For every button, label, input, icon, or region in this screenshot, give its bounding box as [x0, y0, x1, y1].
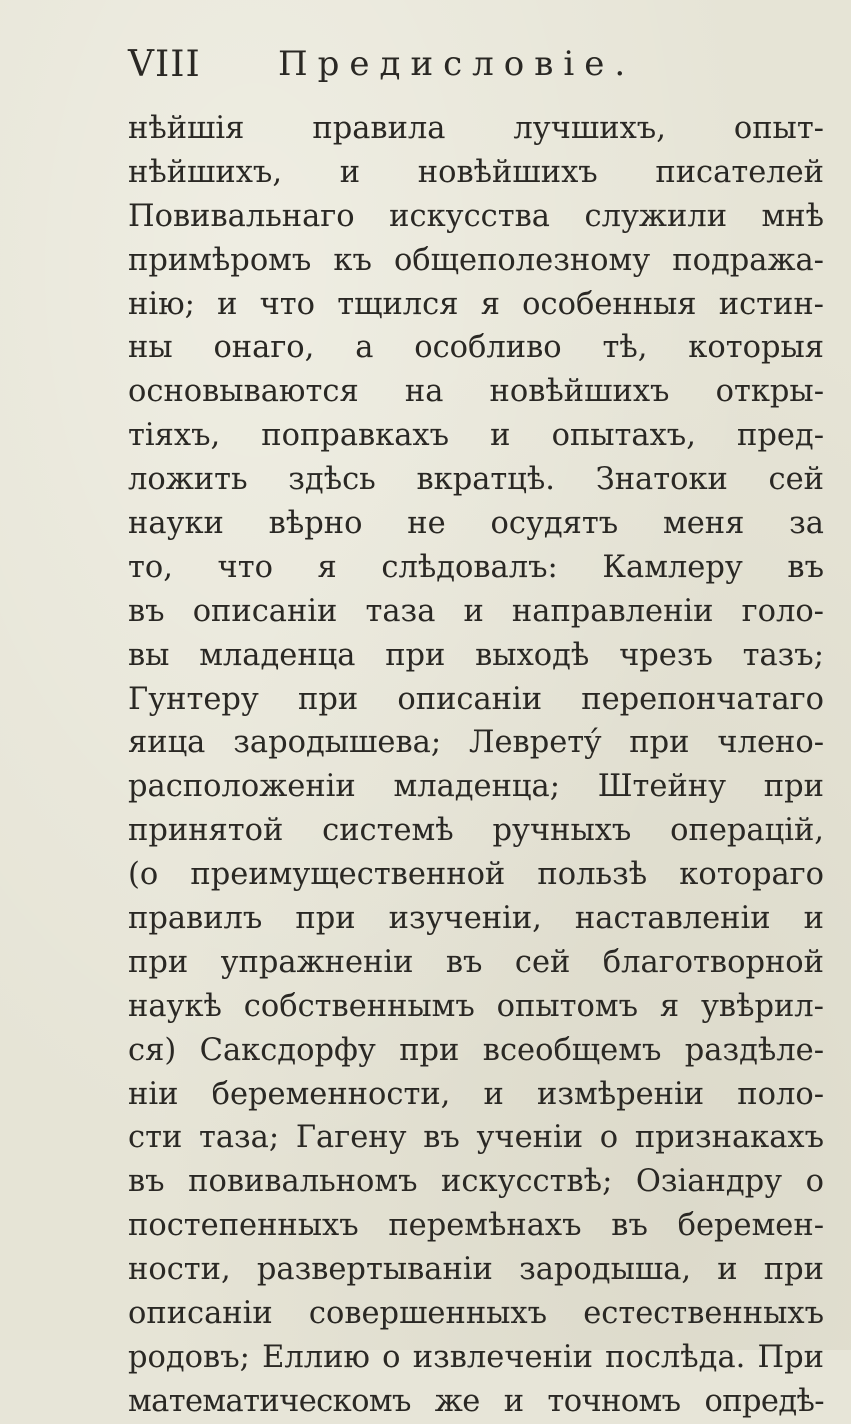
text-line: въ повивальномъ искусствѣ; Озіандру о: [128, 1164, 824, 1200]
text-line: правилъ при изученіи, наставленіи и: [128, 901, 824, 937]
text-line: родовъ; Еллию о извлеченіи послѣда. При: [128, 1339, 824, 1375]
text-line: ся) Саксдорфу при всеобщемъ раздѣле-: [128, 1032, 824, 1068]
text-line: (о преимущественной пользѣ котораго: [128, 857, 824, 893]
text-line: то, что я слѣдовалъ: Камлеру въ: [128, 549, 824, 585]
text-line: нію; и что тщился я особенныя истин-: [128, 286, 824, 322]
running-head: Предисловіе.: [278, 44, 636, 84]
text-line: науки вѣрно не осудятъ меня за: [128, 506, 824, 542]
text-line: вы младенца при выходѣ чрезъ тазъ;: [128, 637, 824, 673]
text-line: тіяхъ, поправкахъ и опытахъ, пред-: [128, 418, 824, 454]
text-line: примѣромъ къ общеполезному подража-: [128, 242, 824, 278]
text-line: въ описаніи таза и направленіи голо-: [128, 593, 824, 629]
text-line: математическомъ же и точномъ опредѣ-: [128, 1383, 824, 1419]
text-line: наукѣ собственнымъ опытомъ я увѣрил-: [128, 988, 824, 1024]
body-text: [128, 107, 824, 1424]
text-line: расположеніи младенца; Штейну при: [128, 769, 824, 805]
text-line: ложить здѣсь вкратцѣ. Знатоки сей: [128, 462, 824, 498]
text-line: нѣйшихъ, и новѣйшихъ писателей: [128, 154, 824, 190]
text-line: принятой системѣ ручныхъ операцій,: [128, 813, 824, 849]
text-line: описаніи совершенныхъ естественныхъ: [128, 1296, 824, 1332]
text-line: нѣйшія правила лучшихъ, опыт-: [128, 111, 824, 146]
text-line: при упражненіи въ сей благотворной: [128, 944, 824, 980]
text-line: ности, развертываніи зародыша, и при: [128, 1252, 824, 1288]
page-number: VIII: [128, 44, 201, 85]
text-line: ны онаго, а особливо тѣ, которыя: [128, 330, 824, 366]
text-line: Повивальнаго искусства служили мнѣ: [128, 198, 824, 234]
text-line: основываются на новѣйшихъ откры-: [128, 374, 824, 410]
text-line: сти таза; Гагену въ ученіи о признакахъ: [128, 1120, 824, 1156]
text-line: яица зародышева; Левретý при члено-: [128, 725, 824, 761]
text-line: постепенныхъ перемѣнахъ въ беремен-: [128, 1208, 824, 1244]
page-header: [128, 44, 828, 94]
text-line: Гунтеру при описаніи перепончатаго: [128, 681, 824, 717]
text-line: ніи беременности, и измѣреніи поло-: [128, 1076, 824, 1112]
